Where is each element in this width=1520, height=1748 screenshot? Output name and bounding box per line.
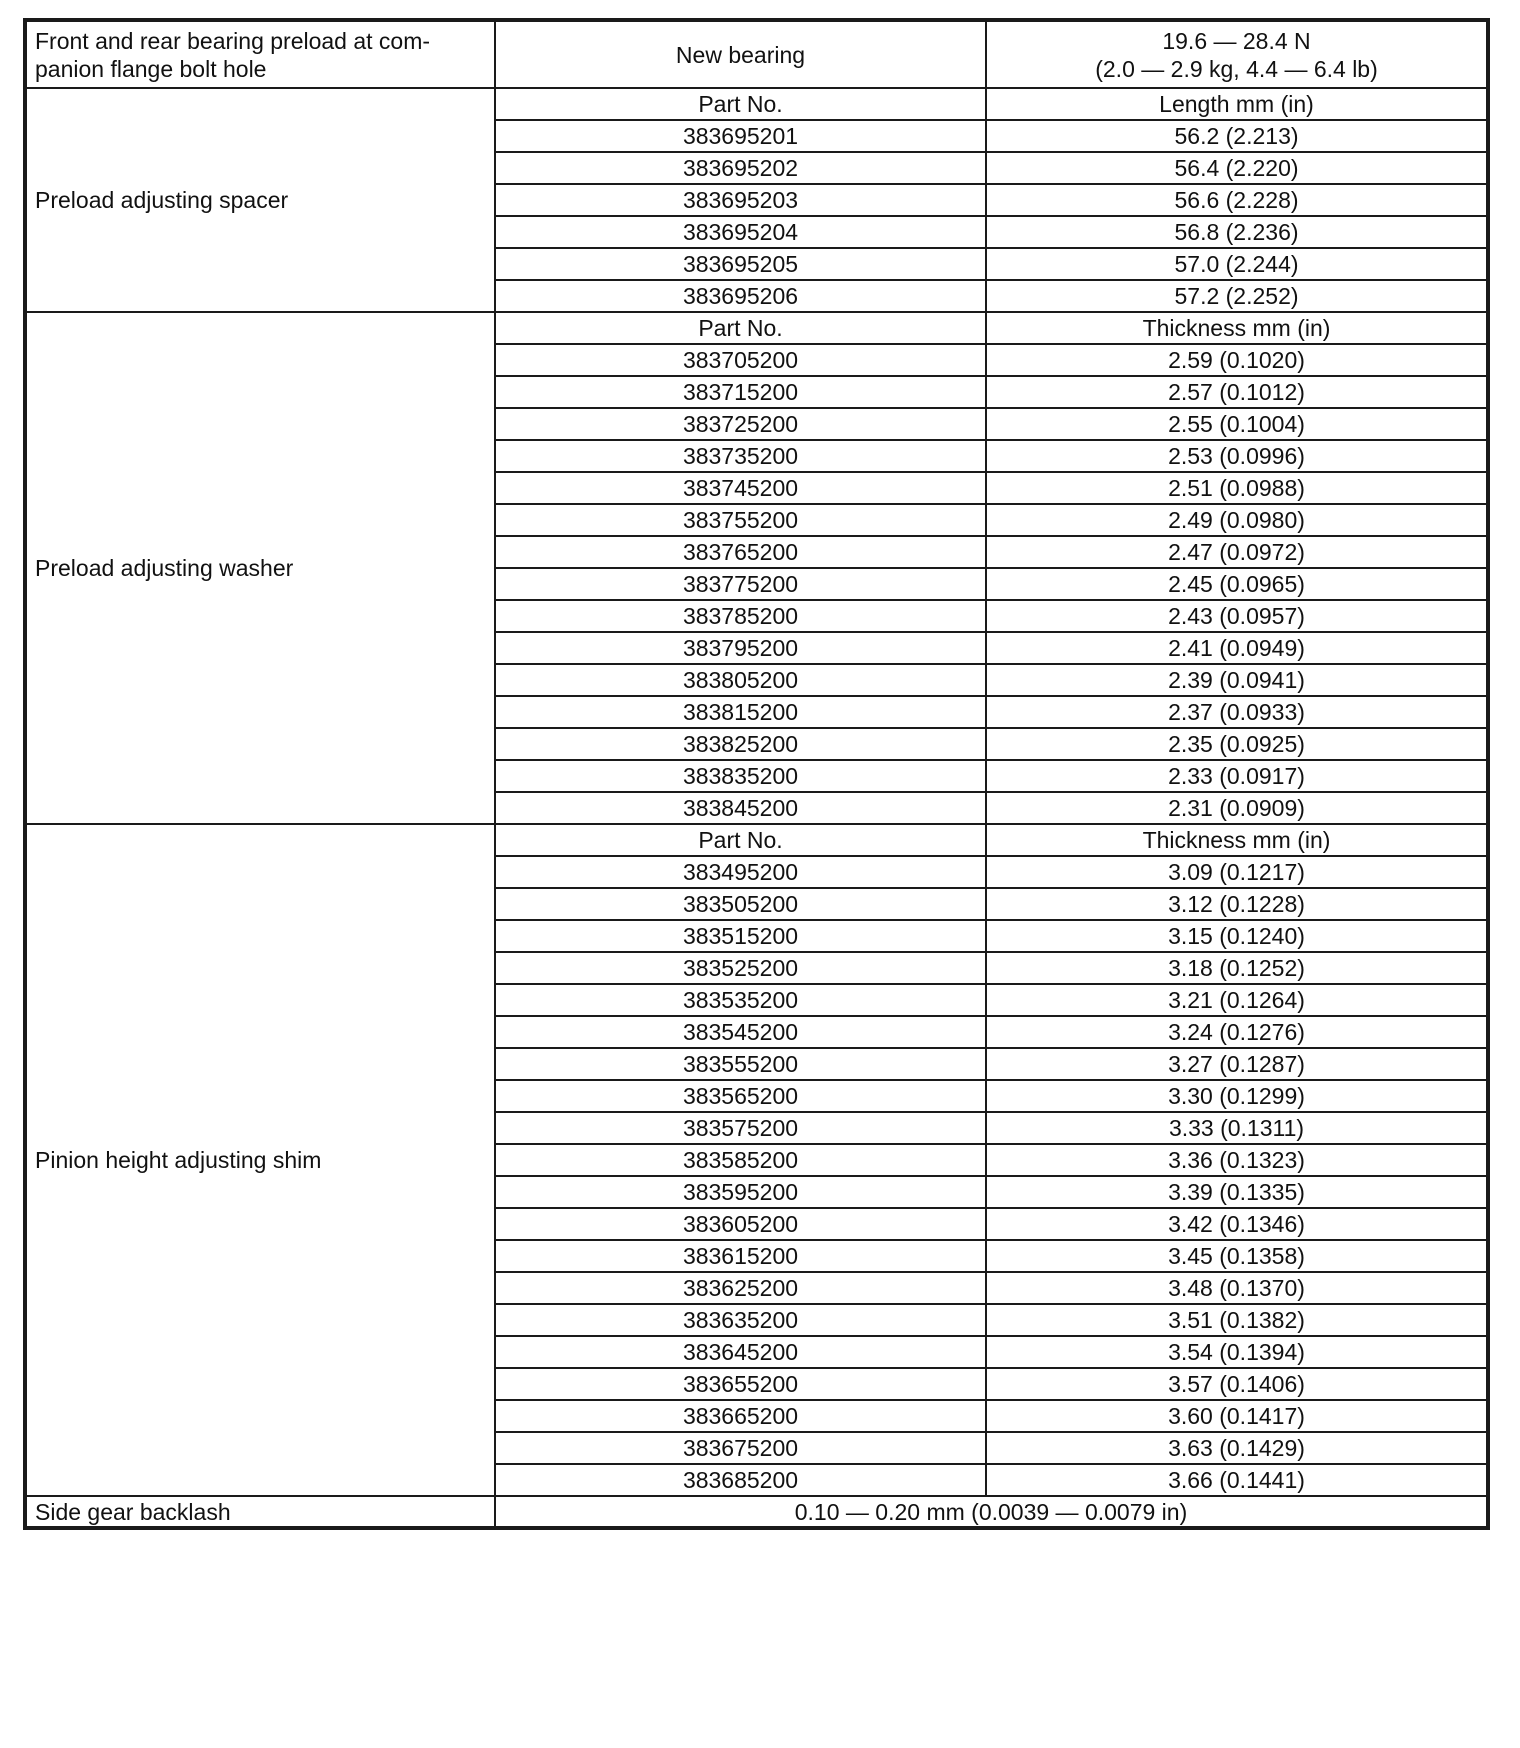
shim-part-number: 383545200 xyxy=(495,1016,986,1048)
washer-column-part: Part No. xyxy=(495,312,986,344)
shim-part-number: 383635200 xyxy=(495,1304,986,1336)
spacer-value: 57.0 (2.244) xyxy=(986,248,1488,280)
shim-part-number: 383525200 xyxy=(495,952,986,984)
washer-value: 2.35 (0.0925) xyxy=(986,728,1488,760)
shim-value: 3.21 (0.1264) xyxy=(986,984,1488,1016)
preload-value-line1: 19.6 — 28.4 N xyxy=(1162,27,1311,54)
shim-value: 3.36 (0.1323) xyxy=(986,1144,1488,1176)
shim-value: 3.51 (0.1382) xyxy=(986,1304,1488,1336)
washer-part-number: 383765200 xyxy=(495,536,986,568)
shim-part-number: 383535200 xyxy=(495,984,986,1016)
shim-part-number: 383615200 xyxy=(495,1240,986,1272)
backlash-label: Side gear backlash xyxy=(25,1496,495,1528)
shim-value: 3.48 (0.1370) xyxy=(986,1272,1488,1304)
shim-value: 3.12 (0.1228) xyxy=(986,888,1488,920)
shim-part-number: 383685200 xyxy=(495,1464,986,1496)
washer-part-number: 383825200 xyxy=(495,728,986,760)
washer-value: 2.55 (0.1004) xyxy=(986,408,1488,440)
shim-value: 3.66 (0.1441) xyxy=(986,1464,1488,1496)
washer-value: 2.41 (0.0949) xyxy=(986,632,1488,664)
washer-part-number: 383755200 xyxy=(495,504,986,536)
washer-part-number: 383845200 xyxy=(495,792,986,824)
shim-value: 3.60 (0.1417) xyxy=(986,1400,1488,1432)
shim-value: 3.33 (0.1311) xyxy=(986,1112,1488,1144)
shim-value: 3.39 (0.1335) xyxy=(986,1176,1488,1208)
spacer-part-number: 383695206 xyxy=(495,280,986,312)
spacer-value: 57.2 (2.252) xyxy=(986,280,1488,312)
shim-part-number: 383565200 xyxy=(495,1080,986,1112)
spacer-part-number: 383695202 xyxy=(495,152,986,184)
shim-value: 3.57 (0.1406) xyxy=(986,1368,1488,1400)
shim-value: 3.30 (0.1299) xyxy=(986,1080,1488,1112)
backlash-value: 0.10 — 0.20 mm (0.0039 — 0.0079 in) xyxy=(495,1496,1488,1528)
washer-part-number: 383835200 xyxy=(495,760,986,792)
shim-value: 3.24 (0.1276) xyxy=(986,1016,1488,1048)
washer-value: 2.51 (0.0988) xyxy=(986,472,1488,504)
washer-value: 2.43 (0.0957) xyxy=(986,600,1488,632)
preload-value xyxy=(986,20,1488,88)
shim-column-value: Thickness mm (in) xyxy=(986,824,1488,856)
shim-part-number: 383515200 xyxy=(495,920,986,952)
shim-value: 3.54 (0.1394) xyxy=(986,1336,1488,1368)
spacer-label: Preload adjusting spacer xyxy=(25,88,495,312)
spacer-part-number: 383695201 xyxy=(495,120,986,152)
spacer-value: 56.2 (2.213) xyxy=(986,120,1488,152)
washer-value: 2.31 (0.0909) xyxy=(986,792,1488,824)
washer-part-number: 383775200 xyxy=(495,568,986,600)
shim-part-number: 383605200 xyxy=(495,1208,986,1240)
preload-row xyxy=(25,20,1488,88)
preload-label xyxy=(25,20,495,88)
washer-value: 2.57 (0.1012) xyxy=(986,376,1488,408)
preload-label-line1: Front and rear bearing preload at com- xyxy=(35,27,431,54)
shim-part-number: 383655200 xyxy=(495,1368,986,1400)
washer-part-number: 383725200 xyxy=(495,408,986,440)
washer-value: 2.39 (0.0941) xyxy=(986,664,1488,696)
shim-part-number: 383645200 xyxy=(495,1336,986,1368)
washer-part-number: 383705200 xyxy=(495,344,986,376)
shim-value: 3.18 (0.1252) xyxy=(986,952,1488,984)
washer-part-number: 383785200 xyxy=(495,600,986,632)
washer-part-number: 383735200 xyxy=(495,440,986,472)
preload-condition: New bearing xyxy=(495,20,986,88)
shim-part-number: 383585200 xyxy=(495,1144,986,1176)
shim-value: 3.27 (0.1287) xyxy=(986,1048,1488,1080)
shim-value: 3.09 (0.1217) xyxy=(986,856,1488,888)
washer-column-value: Thickness mm (in) xyxy=(986,312,1488,344)
shim-part-number: 383665200 xyxy=(495,1400,986,1432)
shim-label: Pinion height adjusting shim xyxy=(25,824,495,1496)
washer-header-row xyxy=(25,312,1488,344)
preload-value-line2: (2.0 — 2.9 kg, 4.4 — 6.4 lb) xyxy=(1095,55,1378,82)
spacer-value: 56.6 (2.228) xyxy=(986,184,1488,216)
washer-part-number: 383805200 xyxy=(495,664,986,696)
washer-value: 2.49 (0.0980) xyxy=(986,504,1488,536)
washer-value: 2.59 (0.1020) xyxy=(986,344,1488,376)
spacer-part-number: 383695205 xyxy=(495,248,986,280)
washer-part-number: 383815200 xyxy=(495,696,986,728)
spacer-value: 56.4 (2.220) xyxy=(986,152,1488,184)
washer-part-number: 383715200 xyxy=(495,376,986,408)
shim-value: 3.63 (0.1429) xyxy=(986,1432,1488,1464)
washer-part-number: 383745200 xyxy=(495,472,986,504)
shim-part-number: 383555200 xyxy=(495,1048,986,1080)
washer-part-number: 383795200 xyxy=(495,632,986,664)
washer-label: Preload adjusting washer xyxy=(25,312,495,824)
shim-column-part: Part No. xyxy=(495,824,986,856)
spacer-value: 56.8 (2.236) xyxy=(986,216,1488,248)
spacer-column-value: Length mm (in) xyxy=(986,88,1488,120)
shim-part-number: 383575200 xyxy=(495,1112,986,1144)
shim-part-number: 383625200 xyxy=(495,1272,986,1304)
spacer-column-part: Part No. xyxy=(495,88,986,120)
spec-table xyxy=(23,18,1490,1530)
shim-header-row xyxy=(25,824,1488,856)
shim-value: 3.42 (0.1346) xyxy=(986,1208,1488,1240)
preload-label-line2: panion flange bolt hole xyxy=(35,55,267,82)
washer-value: 2.37 (0.0933) xyxy=(986,696,1488,728)
spacer-header-row xyxy=(25,88,1488,120)
washer-value: 2.33 (0.0917) xyxy=(986,760,1488,792)
spacer-part-number: 383695204 xyxy=(495,216,986,248)
shim-value: 3.15 (0.1240) xyxy=(986,920,1488,952)
spacer-part-number: 383695203 xyxy=(495,184,986,216)
washer-value: 2.53 (0.0996) xyxy=(986,440,1488,472)
shim-part-number: 383595200 xyxy=(495,1176,986,1208)
backlash-row xyxy=(25,1496,1488,1528)
shim-part-number: 383505200 xyxy=(495,888,986,920)
washer-value: 2.45 (0.0965) xyxy=(986,568,1488,600)
shim-part-number: 383675200 xyxy=(495,1432,986,1464)
shim-value: 3.45 (0.1358) xyxy=(986,1240,1488,1272)
shim-part-number: 383495200 xyxy=(495,856,986,888)
washer-value: 2.47 (0.0972) xyxy=(986,536,1488,568)
spec-table-body xyxy=(25,20,1488,1528)
